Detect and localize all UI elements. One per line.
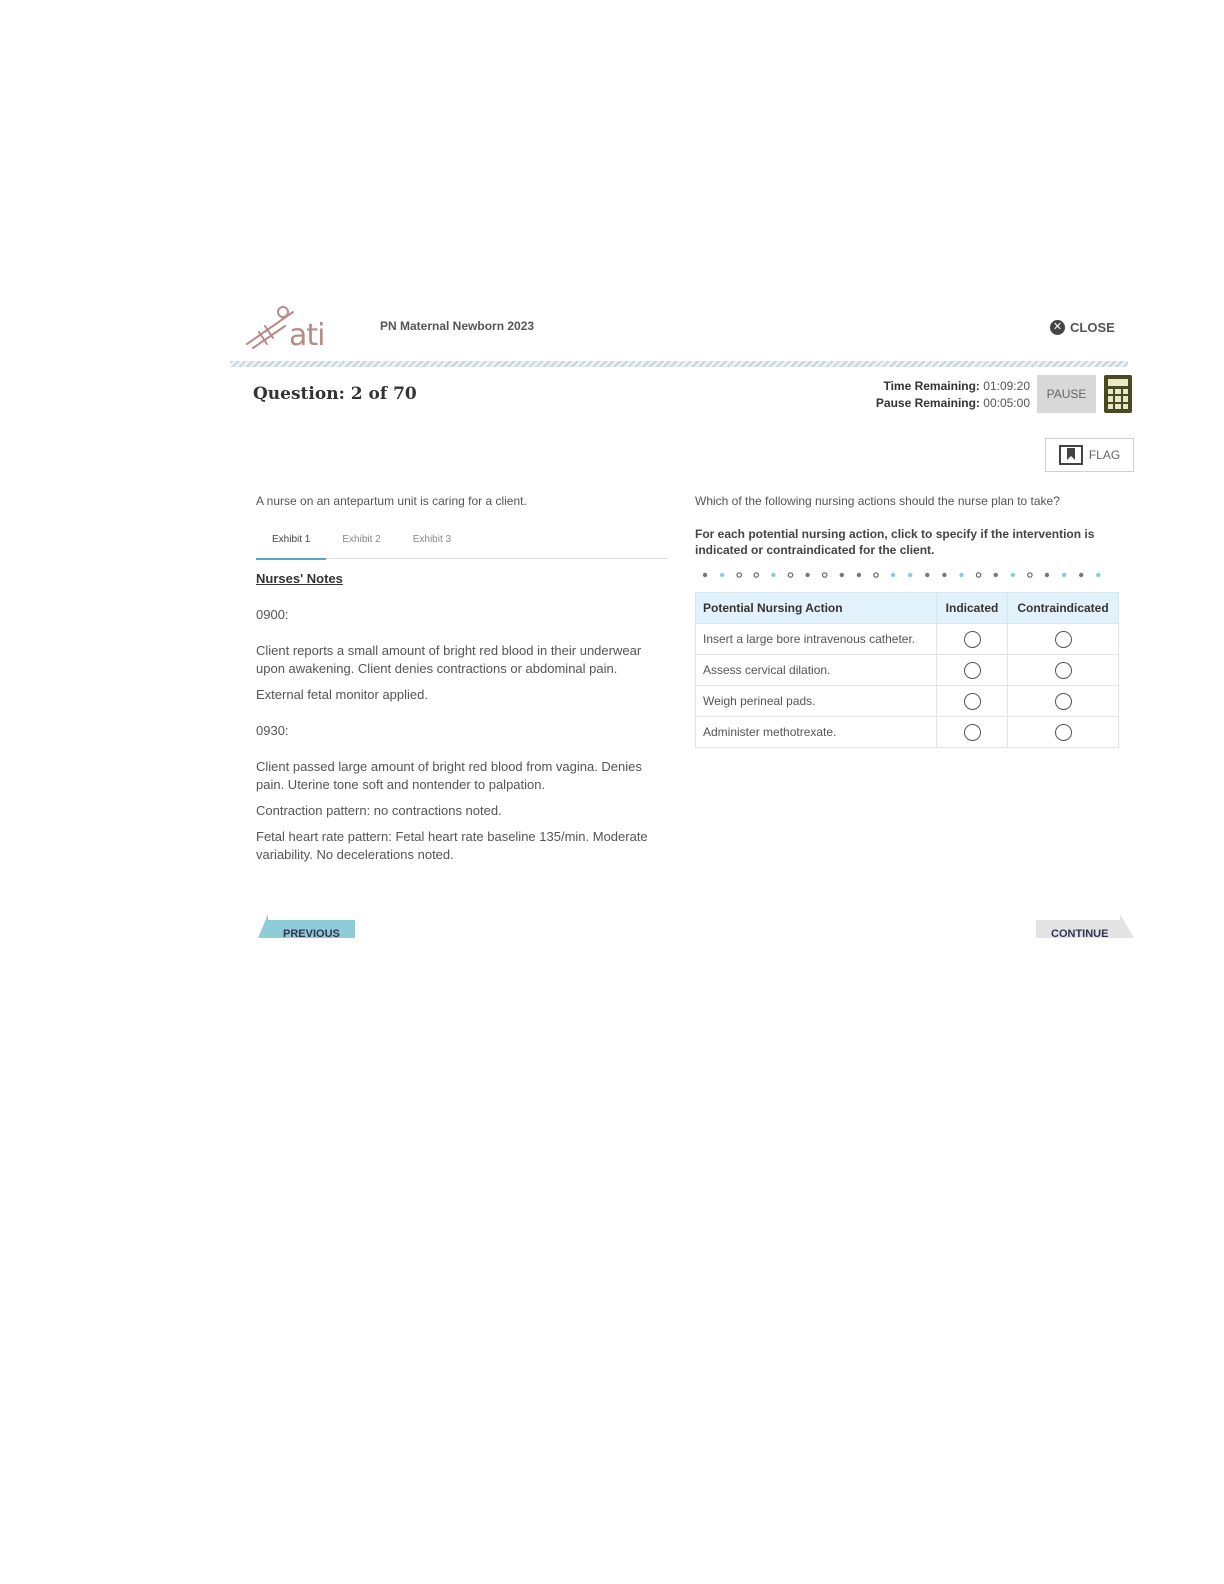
pause-remaining-label: Pause Remaining: — [875, 396, 980, 410]
continue-button[interactable] — [1036, 914, 1134, 938]
divider-dot — [925, 573, 929, 577]
action-label: Insert a large bore intravenous catheter. — [696, 624, 937, 655]
timers — [860, 378, 1030, 412]
divider-dot — [720, 573, 724, 577]
question-counter: Question: 2 of 70 — [253, 384, 417, 404]
divider-dot — [976, 573, 980, 577]
table-row — [696, 655, 1119, 686]
question-prompt: Which of the following nursing actions should the nurse plan to take? — [695, 494, 1060, 508]
divider-dot — [1045, 573, 1049, 577]
question-instruction: For each potential nursing action, click to specify if the intervention is indicated or contraindicated for the client. — [695, 527, 1095, 557]
divider-dot — [942, 573, 946, 577]
continue-label: CONTINUE — [1051, 928, 1109, 940]
divider-dot — [771, 573, 775, 577]
app-title: PN Maternal Newborn 2023 — [380, 319, 535, 333]
dotted-divider — [700, 571, 1140, 579]
divider-dot — [703, 573, 707, 577]
divider-dot — [1079, 573, 1083, 577]
pause-remaining-value: 00:05:00 — [983, 396, 1030, 410]
divider-dot — [994, 573, 998, 577]
divider-dot — [788, 573, 792, 577]
table-row — [696, 624, 1119, 655]
tab-exhibit-1[interactable]: Exhibit 1 — [256, 530, 326, 560]
radio-contraindicated[interactable] — [1055, 693, 1072, 710]
matrix-table — [695, 592, 1119, 748]
radio-indicated[interactable] — [964, 662, 981, 679]
flag-button[interactable] — [1045, 438, 1134, 472]
close-button[interactable] — [1050, 320, 1115, 335]
note-entry: Client passed large amount of bright red blood from vagina. Denies pain. Uterine tone soft and nontender to palpation. — [256, 759, 642, 792]
nurses-notes — [256, 570, 666, 872]
radio-contraindicated[interactable] — [1055, 662, 1072, 679]
radio-contraindicated[interactable] — [1055, 631, 1072, 648]
divider-dot — [1011, 573, 1015, 577]
header-contraindicated: Contraindicated — [1008, 593, 1119, 624]
divider-dot — [823, 573, 827, 577]
header-divider — [230, 361, 1128, 367]
header-indicated: Indicated — [937, 593, 1008, 624]
note-entry: Client reports a small amount of bright red blood in their underwear upon awakening. Client denies contractions or abdominal pain. — [256, 643, 642, 676]
divider-dot — [874, 573, 878, 577]
logo-text: ati — [289, 318, 325, 353]
header-action: Potential Nursing Action — [696, 593, 937, 624]
note-entry: Contraction pattern: no contractions noted. — [256, 803, 502, 818]
question-stem: A nurse on an antepartum unit is caring for a client. — [256, 494, 527, 508]
close-label: CLOSE — [1070, 320, 1115, 335]
time-remaining-value: 01:09:20 — [983, 379, 1030, 393]
tab-exhibit-2[interactable]: Exhibit 2 — [342, 534, 381, 545]
radio-indicated[interactable] — [964, 631, 981, 648]
calculator-icon[interactable] — [1104, 375, 1132, 413]
table-row — [696, 717, 1119, 748]
close-icon: ✕ — [1050, 320, 1065, 335]
divider-dot — [754, 573, 758, 577]
divider-dot — [737, 573, 741, 577]
action-label: Weigh perineal pads. — [696, 686, 937, 717]
flag-label: FLAG — [1088, 448, 1121, 462]
table-row — [696, 686, 1119, 717]
exhibit-tabs — [256, 530, 668, 559]
notes-heading: Nurses' Notes — [256, 571, 343, 586]
note-entry: External fetal monitor applied. — [256, 687, 428, 702]
divider-dot — [959, 573, 963, 577]
radio-indicated[interactable] — [964, 693, 981, 710]
divider-dot — [1096, 573, 1100, 577]
radio-indicated[interactable] — [964, 724, 981, 741]
note-entry: Fetal heart rate pattern: Fetal heart rate baseline 135/min. Moderate variability. No decelerations noted. — [256, 829, 648, 862]
divider-dot — [1028, 573, 1032, 577]
bookmark-flag-icon — [1059, 445, 1083, 465]
divider-dot — [805, 573, 809, 577]
note-time-0900: 0900: — [256, 607, 289, 622]
note-time-0930: 0930: — [256, 723, 289, 738]
divider-dot — [840, 573, 844, 577]
tab-exhibit-3[interactable]: Exhibit 3 — [412, 534, 452, 545]
time-remaining-label: Time Remaining: — [883, 379, 980, 393]
pause-button[interactable]: PAUSE — [1037, 375, 1096, 413]
divider-dot — [891, 573, 895, 577]
action-label: Administer methotrexate. — [696, 717, 937, 748]
action-label: Assess cervical dilation. — [696, 655, 937, 686]
divider-dot — [908, 573, 912, 577]
radio-contraindicated[interactable] — [1055, 724, 1072, 741]
divider-dot — [1062, 573, 1066, 577]
divider-dot — [857, 573, 861, 577]
previous-label: PREVIOUS — [283, 928, 340, 940]
previous-button[interactable] — [258, 914, 355, 938]
